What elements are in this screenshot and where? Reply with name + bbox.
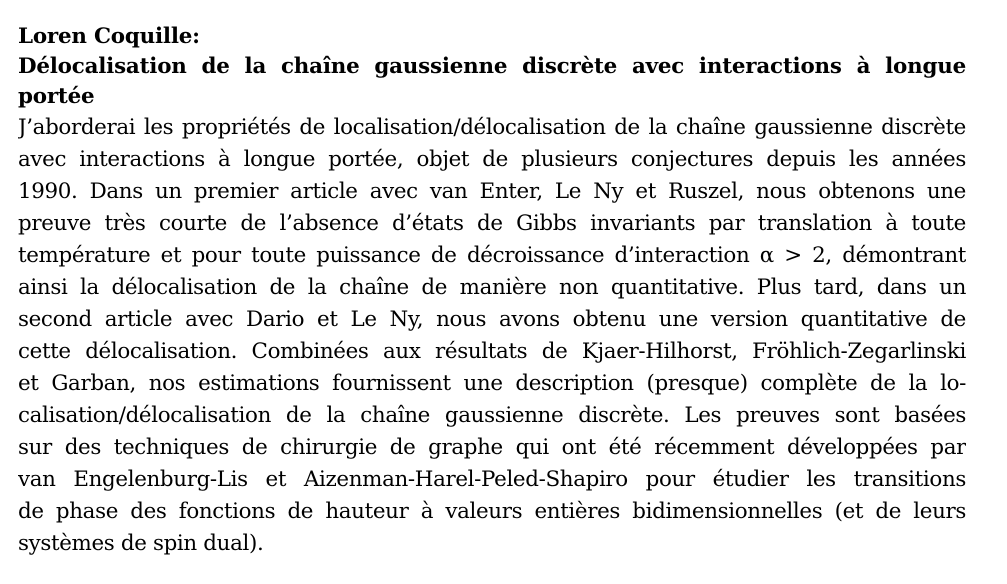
- abstract-line: de phase des fonctions de hauteur à valeurs entières bidimensionnelles (et de leurs: [18, 499, 966, 524]
- abstract-line: température et pour toute puissance de décroissance d’interaction α > 2, démontrant: [18, 243, 966, 268]
- abstract-line: J’aborderai les propriétés de localisation/délocalisation de la chaîne gaussienne discrète: [18, 115, 966, 140]
- abstract-line: calisation/délocalisation de la chaîne gaussienne discrète. Les preuves sont basées: [18, 403, 966, 428]
- talk-title-line-2: portée: [18, 84, 95, 109]
- abstract-line: cette délocalisation. Combinées aux résultats de Kjaer-Hilhorst, Fröhlich-Zegarlinski: [18, 339, 966, 364]
- abstract-line: ainsi la délocalisation de la chaîne de manière non quantitative. Plus tard, dans un: [18, 275, 966, 300]
- abstract-body: [18, 112, 966, 560]
- abstract-line: van Engelenburg-Lis et Aizenman-Harel-Peled-Shapiro pour étudier les transitions: [18, 467, 966, 492]
- abstract-line: 1990. Dans un premier article avec van Enter, Le Ny et Ruszel, nous obtenons une: [18, 179, 966, 204]
- abstract-line: second article avec Dario et Le Ny, nous avons obtenu une version quantitative de: [18, 307, 966, 332]
- abstract-line: preuve très courte de l’absence d’états de Gibbs invariants par translation à toute: [18, 211, 966, 236]
- document-page: [18, 22, 966, 560]
- abstract-line: et Garban, nos estimations fournissent une description (presque) complète de la lo-: [18, 371, 966, 396]
- abstract-line: avec interactions à longue portée, objet de plusieurs conjectures depuis les années: [18, 147, 966, 172]
- author-name: Loren Coquille:: [18, 24, 200, 49]
- abstract-header: [18, 22, 966, 112]
- abstract-line-last: systèmes de spin dual).: [18, 531, 264, 556]
- abstract-line: sur des techniques de chirurgie de graphe qui ont été récemment développées par: [18, 435, 966, 460]
- talk-title-line-1: Délocalisation de la chaîne gaussienne discrète avec interactions à longue: [18, 54, 966, 79]
